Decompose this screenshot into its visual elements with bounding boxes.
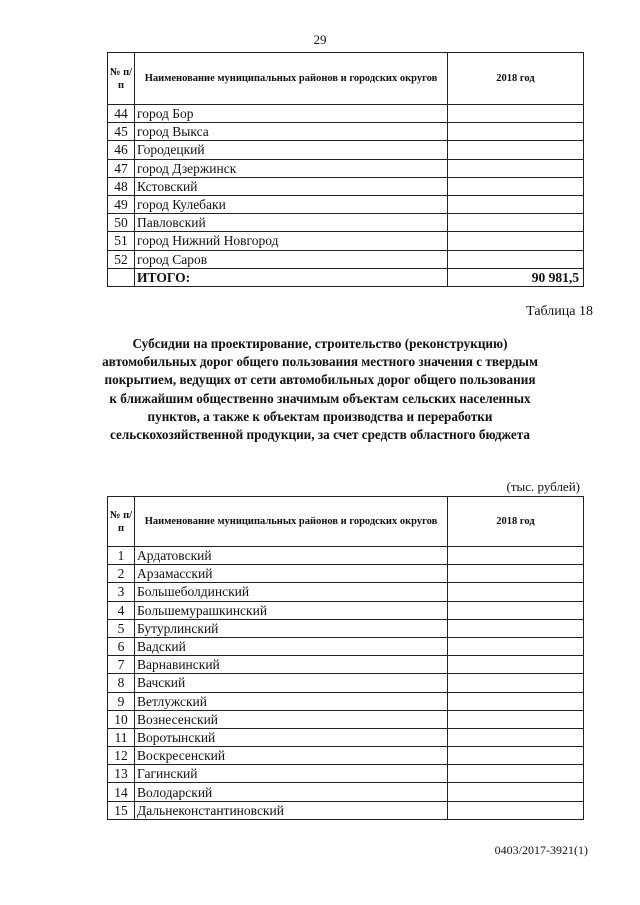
- column-header-year: 2018 год: [448, 53, 584, 105]
- subsidies-table: [107, 496, 584, 820]
- total-row: [108, 268, 584, 286]
- row-value: [448, 801, 584, 819]
- row-number: 10: [108, 710, 135, 728]
- table-row: [108, 232, 584, 250]
- row-value: [448, 783, 584, 801]
- table-row: [108, 747, 584, 765]
- table-row: [108, 637, 584, 655]
- table-row: [108, 656, 584, 674]
- table-row: [108, 728, 584, 746]
- table-row: [108, 141, 584, 159]
- table-row: [108, 105, 584, 123]
- table-row: [108, 674, 584, 692]
- row-number: 46: [108, 141, 135, 159]
- row-number: 7: [108, 656, 135, 674]
- row-name: Воротынский: [135, 728, 448, 746]
- row-number: 45: [108, 123, 135, 141]
- table-header-row: [108, 53, 584, 105]
- row-name: Большеболдинский: [135, 583, 448, 601]
- row-number: 49: [108, 195, 135, 213]
- row-number: 13: [108, 765, 135, 783]
- row-name: Бутурлинский: [135, 619, 448, 637]
- row-name: Гагинский: [135, 765, 448, 783]
- table-row: [108, 619, 584, 637]
- row-number: 8: [108, 674, 135, 692]
- row-name: город Бор: [135, 105, 448, 123]
- row-value: [448, 159, 584, 177]
- row-name: Воскресенский: [135, 747, 448, 765]
- row-number: 48: [108, 177, 135, 195]
- row-value: [448, 177, 584, 195]
- row-name: город Нижний Новгород: [135, 232, 448, 250]
- table-row: [108, 123, 584, 141]
- units-label: (тыс. рублей): [506, 479, 580, 494]
- row-value: [448, 692, 584, 710]
- row-name: Павловский: [135, 214, 448, 232]
- table-row: [108, 783, 584, 801]
- table-row: [108, 214, 584, 232]
- row-value: [448, 232, 584, 250]
- table-row: [108, 765, 584, 783]
- table-row: [108, 250, 584, 268]
- row-value: [448, 565, 584, 583]
- row-name: город Саров: [135, 250, 448, 268]
- row-value: [448, 195, 584, 213]
- row-number: 11: [108, 728, 135, 746]
- column-header-number: № п/п: [108, 497, 135, 547]
- row-name: Вачский: [135, 674, 448, 692]
- row-value: [448, 656, 584, 674]
- row-name: Большемурашкинский: [135, 601, 448, 619]
- row-name: Варнавинский: [135, 656, 448, 674]
- row-value: [448, 105, 584, 123]
- table-row: [108, 547, 584, 565]
- table-body: [108, 105, 584, 269]
- row-value: [448, 123, 584, 141]
- total-value: 90 981,5: [448, 268, 584, 286]
- row-value: [448, 214, 584, 232]
- row-number: 1: [108, 547, 135, 565]
- document-code: 0403/2017-3921(1): [494, 843, 588, 857]
- row-number: 5: [108, 619, 135, 637]
- row-value: [448, 637, 584, 655]
- table-body: [108, 547, 584, 820]
- row-value: [448, 547, 584, 565]
- page-number: 29: [313, 32, 327, 47]
- table-header-row: [108, 497, 584, 547]
- row-value: [448, 710, 584, 728]
- row-value: [448, 250, 584, 268]
- row-name: Кстовский: [135, 177, 448, 195]
- row-name: Дальнеконстантиновский: [135, 801, 448, 819]
- row-value: [448, 728, 584, 746]
- row-name: Вознесенский: [135, 710, 448, 728]
- row-name: город Кулебаки: [135, 195, 448, 213]
- row-value: [448, 583, 584, 601]
- row-number: 3: [108, 583, 135, 601]
- row-number: 15: [108, 801, 135, 819]
- row-number: 6: [108, 637, 135, 655]
- column-header-name: Наименование муниципальных районов и городских округов: [135, 53, 448, 105]
- table-label: Таблица 18: [526, 304, 593, 319]
- row-value: [448, 674, 584, 692]
- table-row: [108, 565, 584, 583]
- column-header-name: Наименование муниципальных районов и городских округов: [135, 497, 448, 547]
- row-name: Ветлужский: [135, 692, 448, 710]
- table-row: [108, 692, 584, 710]
- row-number: 47: [108, 159, 135, 177]
- row-name: город Выкса: [135, 123, 448, 141]
- table-title: Субсидии на проектирование, строительство (реконструкцию) автомобильных дорог общего пользования местного значения с твердым покрытием, ведущих от сети автомобильных дорог общего пользования к ближайшим общественно значимым объектам сельских населенных пунктов, а также к объектам производства и переработки сельскохозяйственной продукции, за счет средств областного бюджета: [102, 336, 538, 443]
- column-header-year: 2018 год: [448, 497, 584, 547]
- row-value: [448, 747, 584, 765]
- row-number: 9: [108, 692, 135, 710]
- table-row: [108, 177, 584, 195]
- row-value: [448, 765, 584, 783]
- row-value: [448, 141, 584, 159]
- row-name: Вадский: [135, 637, 448, 655]
- table-row: [108, 801, 584, 819]
- row-name: город Дзержинск: [135, 159, 448, 177]
- row-number: 12: [108, 747, 135, 765]
- row-number: 2: [108, 565, 135, 583]
- row-number: 4: [108, 601, 135, 619]
- row-name: Арзамасский: [135, 565, 448, 583]
- table-row: [108, 195, 584, 213]
- row-number: 50: [108, 214, 135, 232]
- row-number: 51: [108, 232, 135, 250]
- row-number: 14: [108, 783, 135, 801]
- column-header-number: № п/п: [108, 53, 135, 105]
- row-name: Ардатовский: [135, 547, 448, 565]
- table-row: [108, 710, 584, 728]
- table-row: [108, 159, 584, 177]
- row-value: [448, 601, 584, 619]
- total-label: ИТОГО:: [135, 268, 448, 286]
- row-name: Володарский: [135, 783, 448, 801]
- row-number: 44: [108, 105, 135, 123]
- districts-table-continued: [107, 52, 584, 287]
- row-value: [448, 619, 584, 637]
- table-row: [108, 601, 584, 619]
- row-number: 52: [108, 250, 135, 268]
- table-row: [108, 583, 584, 601]
- row-name: Городецкий: [135, 141, 448, 159]
- total-number-cell: [108, 268, 135, 286]
